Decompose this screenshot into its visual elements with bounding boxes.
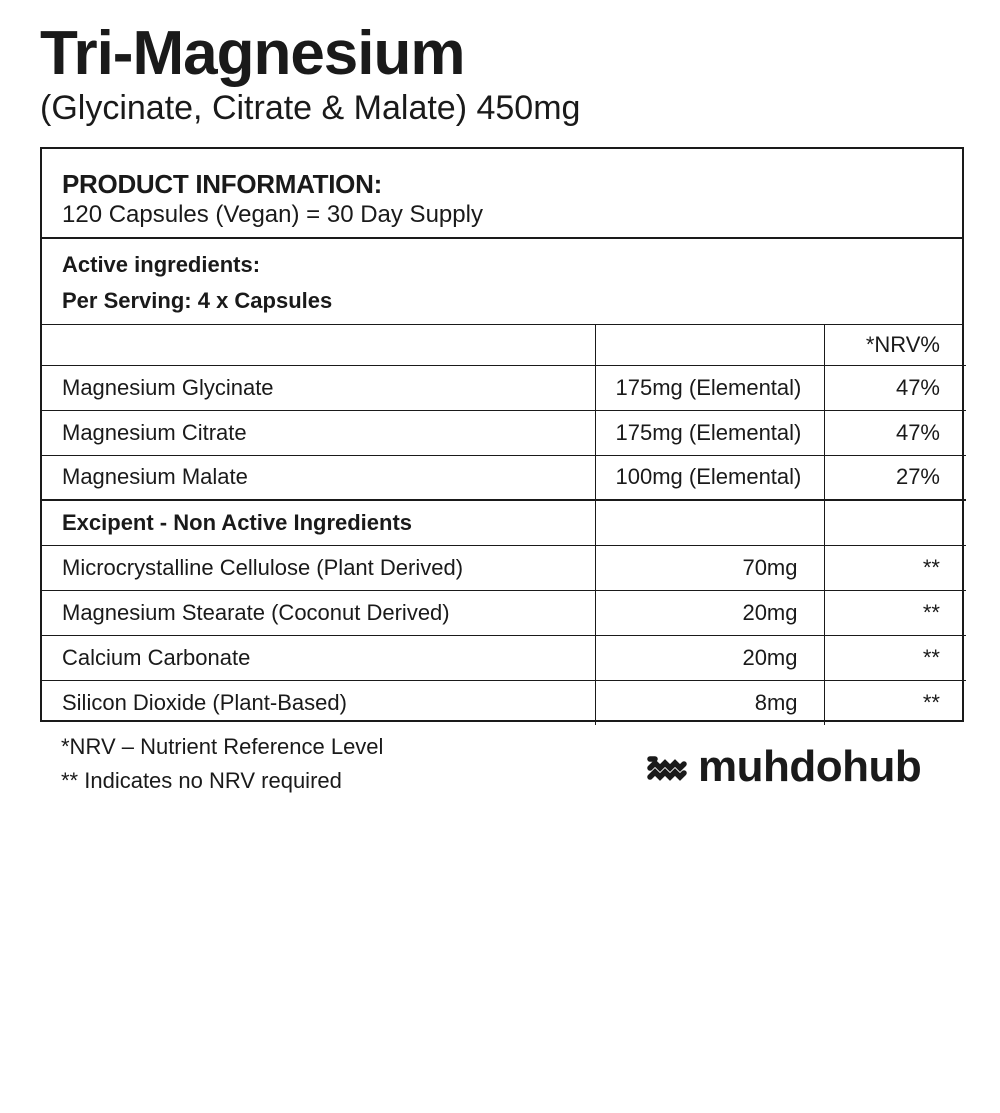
ingredient-name: Magnesium Malate bbox=[42, 455, 595, 500]
ingredient-amount: 175mg (Elemental) bbox=[595, 365, 824, 410]
active-ingredients-heading: Active ingredients: bbox=[62, 252, 261, 277]
ingredient-nrv: 47% bbox=[824, 410, 966, 455]
excipient-heading: Excipent - Non Active Ingredients bbox=[42, 500, 595, 545]
footnote-no-nrv: ** Indicates no NRV required bbox=[61, 768, 342, 793]
excipient-heading-nrv-cell bbox=[824, 500, 966, 545]
excipient-nrv: ** bbox=[824, 680, 966, 725]
excipient-nrv: ** bbox=[824, 545, 966, 590]
excipient-amount: 20mg bbox=[595, 590, 824, 635]
table-row bbox=[42, 590, 966, 635]
table-row bbox=[42, 410, 966, 455]
footnotes bbox=[61, 730, 383, 798]
excipient-heading-row bbox=[42, 500, 966, 545]
nrv-header: *NRV% bbox=[824, 325, 966, 365]
brand-name: muhdohub bbox=[698, 742, 922, 791]
ingredient-amount: 100mg (Elemental) bbox=[595, 455, 824, 500]
product-title: Tri-Magnesium bbox=[40, 19, 465, 88]
table-row bbox=[42, 635, 966, 680]
ingredient-nrv: 47% bbox=[824, 365, 966, 410]
header-name-cell bbox=[42, 325, 595, 365]
excipient-name: Calcium Carbonate bbox=[42, 635, 595, 680]
excipient-name: Silicon Dioxide (Plant-Based) bbox=[42, 680, 595, 725]
table-row bbox=[42, 365, 966, 410]
active-ingredients-section bbox=[42, 239, 962, 325]
ingredients-table bbox=[42, 325, 966, 725]
ingredient-name: Magnesium Citrate bbox=[42, 410, 595, 455]
supply-text: 120 Capsules (Vegan) = 30 Day Supply bbox=[62, 201, 483, 228]
muhdohub-logo-icon bbox=[646, 752, 688, 782]
table-row bbox=[42, 680, 966, 725]
product-information-heading: PRODUCT INFORMATION: bbox=[62, 169, 382, 199]
ingredient-nrv: 27% bbox=[824, 455, 966, 500]
excipient-name: Magnesium Stearate (Coconut Derived) bbox=[42, 590, 595, 635]
excipient-nrv: ** bbox=[824, 590, 966, 635]
excipient-amount: 20mg bbox=[595, 635, 824, 680]
footnote-nrv: *NRV – Nutrient Reference Level bbox=[61, 734, 384, 759]
product-subtitle: (Glycinate, Citrate & Malate) 450mg bbox=[40, 89, 581, 127]
excipient-amount: 70mg bbox=[595, 545, 824, 590]
excipient-name: Microcrystalline Cellulose (Plant Derived) bbox=[42, 545, 595, 590]
ingredient-amount: 175mg (Elemental) bbox=[595, 410, 824, 455]
header-amount-cell bbox=[595, 325, 824, 365]
excipient-nrv: ** bbox=[824, 635, 966, 680]
excipient-amount: 8mg bbox=[595, 680, 824, 725]
ingredient-name: Magnesium Glycinate bbox=[42, 365, 595, 410]
table-header-row bbox=[42, 325, 966, 365]
brand-logo bbox=[646, 740, 921, 794]
supplement-facts-panel bbox=[40, 147, 964, 722]
table-row bbox=[42, 455, 966, 500]
table-row bbox=[42, 545, 966, 590]
product-information-section bbox=[42, 149, 962, 239]
serving-size: Per Serving: 4 x Capsules bbox=[62, 288, 333, 313]
excipient-heading-amount-cell bbox=[595, 500, 824, 545]
